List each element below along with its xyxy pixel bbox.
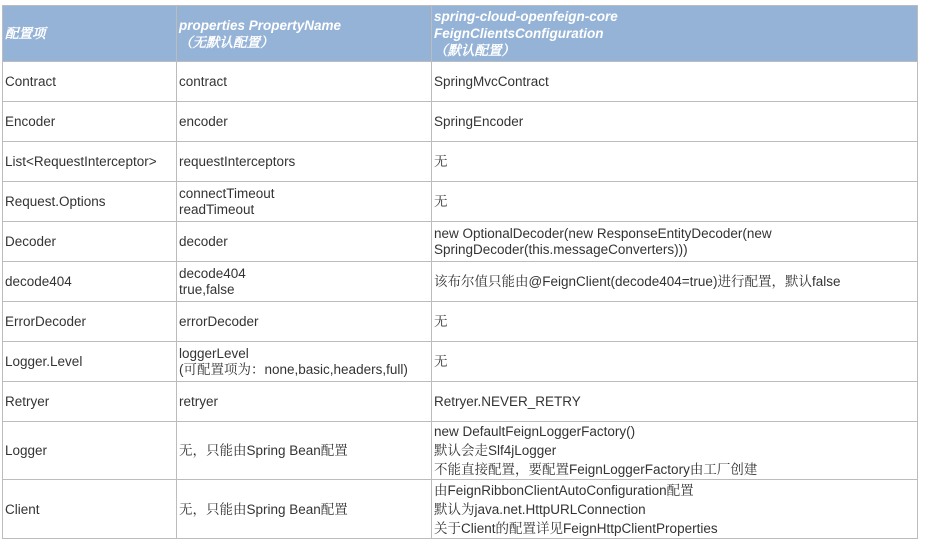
property-name-cell: 无，只能由Spring Bean配置 xyxy=(177,422,432,480)
config-item-cell: Logger.Level xyxy=(3,342,177,382)
property-name-cell: decoder xyxy=(177,222,432,262)
default-config-cell: 无 xyxy=(432,182,918,222)
default-config-cell: 由FeignRibbonClientAutoConfiguration配置 默认为java.net.HttpURLConnection 关于Client的配置详见FeignHttpClientProperties xyxy=(432,480,918,539)
table-row xyxy=(3,480,918,539)
config-item-cell: Encoder xyxy=(3,102,177,142)
default-config-cell: 无 xyxy=(432,342,918,382)
property-name-cell: requestInterceptors xyxy=(177,142,432,182)
config-item-cell: decode404 xyxy=(3,262,177,302)
header-property-name-line2: （无默认配置） xyxy=(179,34,274,50)
property-name-cell: contract xyxy=(177,62,432,102)
header-default-config-line2: FeignClientsConfiguration xyxy=(434,26,604,41)
default-config-cell: SpringEncoder xyxy=(432,102,918,142)
header-default-config-line1: spring-cloud-openfeign-core xyxy=(434,9,618,24)
default-config-cell: 无 xyxy=(432,142,918,182)
table-header-row xyxy=(3,6,918,62)
property-name-cell: decode404 true,false xyxy=(177,262,432,302)
table-row xyxy=(3,382,918,422)
config-item-cell: Contract xyxy=(3,62,177,102)
property-name-cell: retryer xyxy=(177,382,432,422)
table-row xyxy=(3,102,918,142)
config-item-cell: Decoder xyxy=(3,222,177,262)
default-config-cell: new DefaultFeignLoggerFactory() 默认会走Slf4jLogger 不能直接配置，要配置FeignLoggerFactory由工厂创建 xyxy=(432,422,918,480)
table-row xyxy=(3,222,918,262)
table-row xyxy=(3,302,918,342)
header-property-name-line1: properties PropertyName xyxy=(179,17,342,33)
table-row xyxy=(3,342,918,382)
header-config-item xyxy=(3,6,177,62)
table-row xyxy=(3,182,918,222)
default-config-cell: 无 xyxy=(432,302,918,342)
property-name-cell: 无，只能由Spring Bean配置 xyxy=(177,480,432,539)
property-name-cell: loggerLevel (可配置项为：none,basic,headers,full) xyxy=(177,342,432,382)
config-item-cell: Client xyxy=(3,480,177,539)
default-config-cell: SpringMvcContract xyxy=(432,62,918,102)
table-row xyxy=(3,62,918,102)
header-default-config-line3: （默认配置） xyxy=(434,43,515,58)
default-config-cell: new OptionalDecoder(new ResponseEntityDecoder(new SpringDecoder(this.messageConverters))) xyxy=(432,222,918,262)
config-item-cell: List<RequestInterceptor> xyxy=(3,142,177,182)
default-config-cell: Retryer.NEVER_RETRY xyxy=(432,382,918,422)
config-item-cell: ErrorDecoder xyxy=(3,302,177,342)
table-row xyxy=(3,142,918,182)
table-row xyxy=(3,422,918,480)
property-name-cell: encoder xyxy=(177,102,432,142)
config-item-cell: Retryer xyxy=(3,382,177,422)
header-config-item-label: 配置项 xyxy=(5,26,46,41)
header-property-name xyxy=(177,6,432,62)
table-row xyxy=(3,262,918,302)
config-item-cell: Logger xyxy=(3,422,177,480)
property-name-cell: errorDecoder xyxy=(177,302,432,342)
header-default-config xyxy=(432,6,918,62)
feign-config-table xyxy=(2,5,918,539)
default-config-cell: 该布尔值只能由@FeignClient(decode404=true)进行配置，默认false xyxy=(432,262,918,302)
property-name-cell: connectTimeout readTimeout xyxy=(177,182,432,222)
config-item-cell: Request.Options xyxy=(3,182,177,222)
